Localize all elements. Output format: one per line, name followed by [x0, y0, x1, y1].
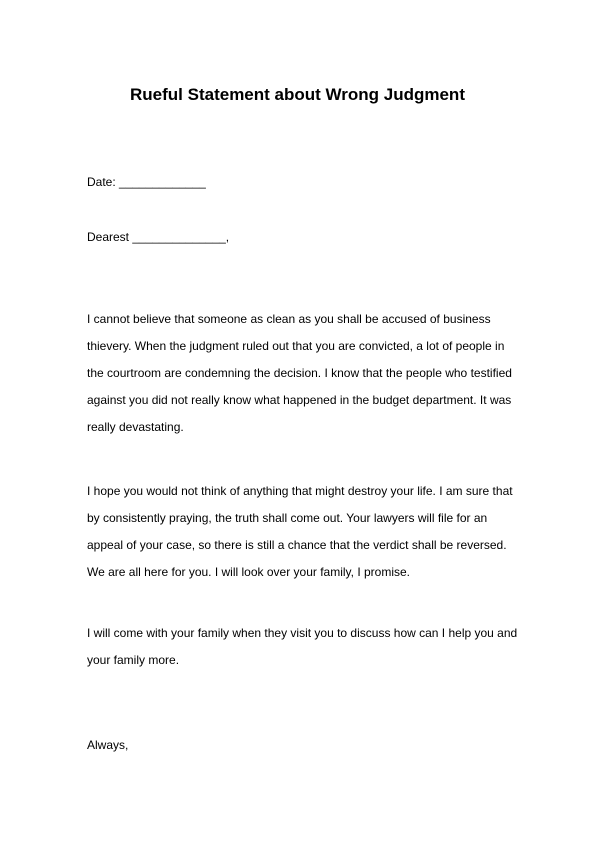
paragraph-line: We are all here for you. I will look over your family, I promise. — [87, 565, 411, 579]
paragraph-line: I hope you would not think of anything that might destroy your life. I am sure that — [87, 484, 513, 498]
paragraph-3 — [87, 620, 517, 674]
paragraph-1 — [87, 306, 517, 441]
paragraph-line: appeal of your case, so there is still a chance that the verdict shall be reversed. — [87, 538, 507, 552]
date-line: Date: _____________ — [87, 175, 206, 189]
paragraph-line: your family more. — [87, 653, 180, 667]
closing-line: Always, — [87, 738, 129, 752]
paragraph-line: the courtroom are condemning the decision. I know that the people who testified — [87, 366, 512, 380]
paragraph-line: thievery. When the judgment ruled out that you are convicted, a lot of people in — [87, 339, 505, 353]
document-title: Rueful Statement about Wrong Judgment — [130, 85, 465, 104]
paragraph-2 — [87, 478, 517, 586]
paragraph-line: really devastating. — [87, 420, 184, 434]
greeting-line: Dearest ______________, — [87, 230, 230, 244]
paragraph-line: I will come with your family when they visit you to discuss how can I help you and — [87, 626, 518, 640]
paragraph-line: by consistently praying, the truth shall come out. Your lawyers will file for an — [87, 511, 488, 525]
paragraph-line: against you did not really know what happened in the budget department. It was — [87, 393, 512, 407]
paragraph-line: I cannot believe that someone as clean as you shall be accused of business — [87, 312, 491, 326]
